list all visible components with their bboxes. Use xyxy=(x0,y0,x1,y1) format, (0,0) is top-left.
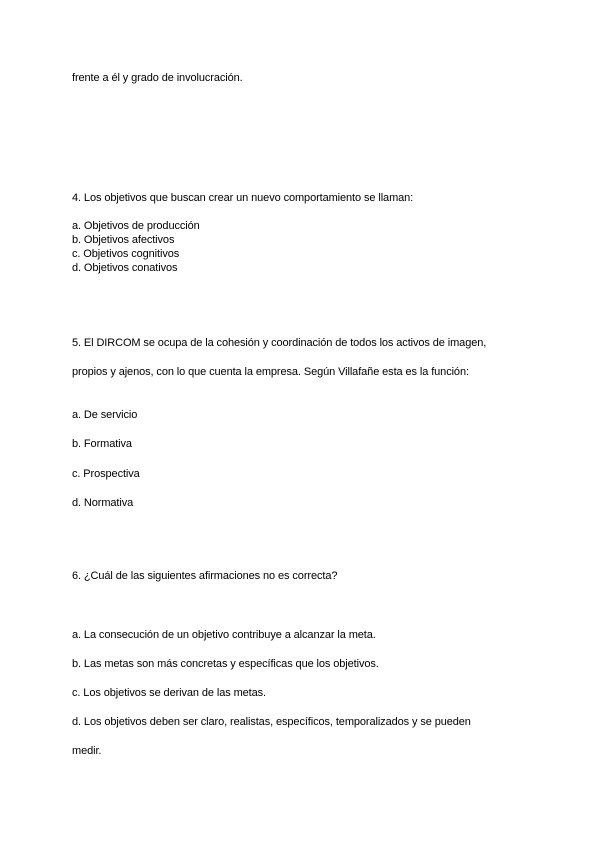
question-5-option-c: c. Prospectiva xyxy=(72,468,140,480)
question-4-stem: 4. Los objetivos que buscan crear un nuevo comportamiento se llaman: xyxy=(72,192,414,204)
question-6-option-d: d. Los objetivos deben ser claro, realistas, específicos, temporalizados y se pueden xyxy=(72,716,471,728)
question-5-option-b: b. Formativa xyxy=(72,438,132,450)
intro-continuation-text: frente a él y grado de involucración. xyxy=(72,72,243,84)
question-6-option-a: a. La consecución de un objetivo contribuye a alcanzar la meta. xyxy=(72,629,376,641)
question-5-stem-line-1: 5. El DIRCOM se ocupa de la cohesión y coordinación de todos los activos de imagen, xyxy=(72,337,487,349)
question-6-option-b: b. Las metas son más concretas y específicas que los objetivos. xyxy=(72,658,379,670)
question-5-option-a: a. De servicio xyxy=(72,409,138,421)
question-6-option-d-continuation: medir. xyxy=(72,745,102,757)
question-6-stem: 6. ¿Cuál de las siguientes afirmaciones no es correcta? xyxy=(72,570,338,582)
question-5-stem-line-2: propios y ajenos, con lo que cuenta la empresa. Según Villafañe esta es la función: xyxy=(72,366,469,378)
question-4-option-a: a. Objetivos de producción xyxy=(72,220,200,232)
question-4-option-b: b. Objetivos afectivos xyxy=(72,234,175,246)
question-4-option-d: d. Objetivos conativos xyxy=(72,262,178,274)
question-6-option-c: c. Los objetivos se derivan de las metas. xyxy=(72,687,267,699)
question-5-option-d: d. Normativa xyxy=(72,497,134,509)
question-4-option-c: c. Objetivos cognitivos xyxy=(72,248,180,260)
